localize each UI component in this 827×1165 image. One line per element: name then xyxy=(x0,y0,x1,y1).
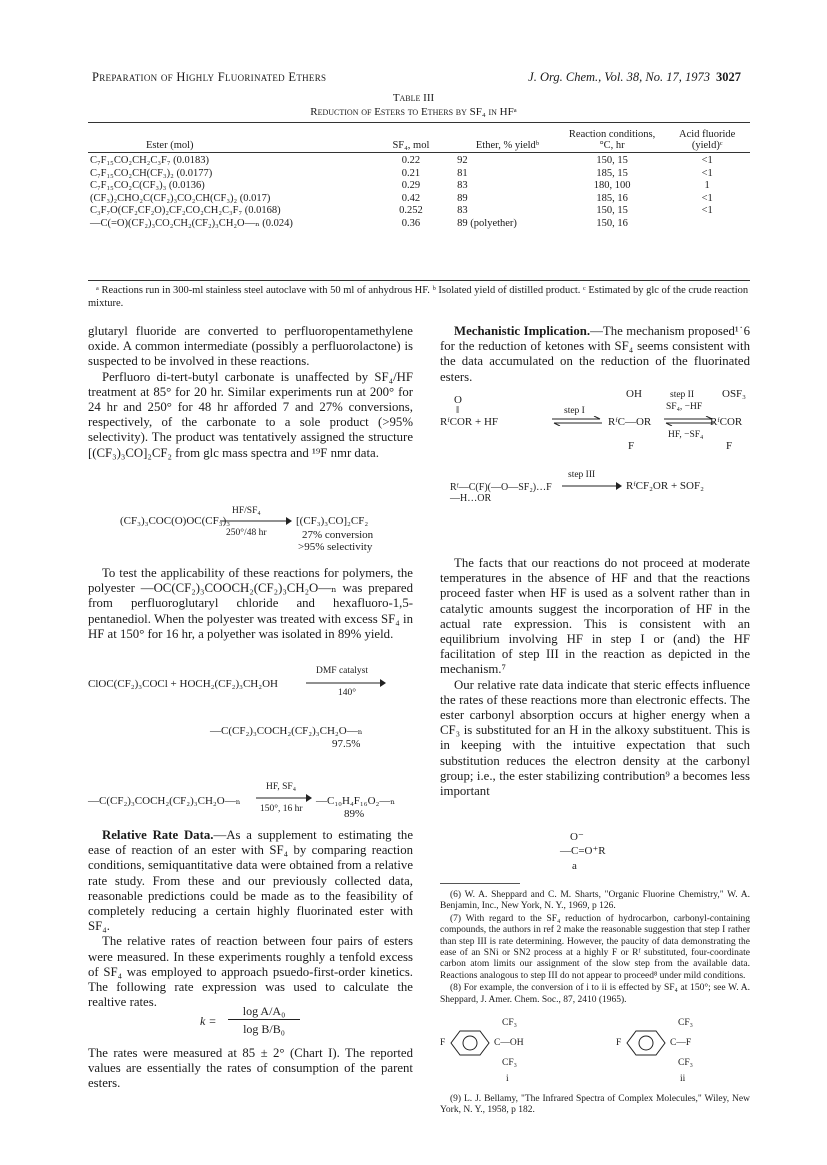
running-head-title: Preparation of Highly Fluorinated Ethers xyxy=(92,70,327,84)
cell-sf4: 0.36 xyxy=(401,217,421,229)
references-bottom xyxy=(440,1094,750,1118)
footnote-rule xyxy=(440,883,520,884)
cell-ether: 89 (polyether) xyxy=(457,217,517,229)
cf3-bottom: CF₃ xyxy=(678,1058,693,1068)
col-header-conditions: Reaction conditions, °C, hr xyxy=(568,129,656,151)
cell-acid-fluoride: <1 xyxy=(701,167,713,179)
benzene-ring-icon xyxy=(626,1030,666,1056)
eq-conditions: 250°/48 hr xyxy=(226,528,267,538)
cell-sf4: 0.252 xyxy=(399,205,423,216)
eq-product: —C(CF₂)₃COCH₂(CF₂)₃CH₂O—ₙ xyxy=(210,725,363,737)
col-header-acid-fluoride: Acid fluoride (yield)ᶜ xyxy=(679,129,736,151)
cell-acid-fluoride xyxy=(664,218,750,231)
reaction-arrow xyxy=(306,679,386,687)
cell-ether: 92 xyxy=(457,155,468,166)
cell-acid-fluoride: <1 xyxy=(701,192,713,204)
mech-product-ester: RᶠCOR xyxy=(710,416,743,428)
cell-conditions: 185, 16 xyxy=(596,192,628,204)
mech-step1: step I xyxy=(564,406,585,416)
table-row xyxy=(88,218,750,231)
equilibrium-arrow xyxy=(552,416,602,426)
table-top-rule xyxy=(88,122,750,123)
paragraph xyxy=(440,324,750,385)
table-row xyxy=(88,205,750,218)
equation-carbonate xyxy=(120,498,410,558)
cf3-bottom: CF₃ xyxy=(502,1058,517,1068)
label-i: i xyxy=(506,1074,509,1084)
table-row xyxy=(88,168,750,181)
cell-conditions: 180, 100 xyxy=(593,180,631,191)
paragraph: The relative rates of reaction between four pairs of esters were measured. In these experiments roughly a tenfold excess of SF₄ was employed to approach psuedo-first-order kinetics. The following rate expression was used to calculate the realtive rates. xyxy=(88,934,413,1010)
table-row xyxy=(88,155,750,168)
cell-conditions: 150, 15 xyxy=(596,155,628,166)
running-head-journal xyxy=(528,70,741,85)
cell-ether: 83 xyxy=(457,180,468,191)
eq-conversion: 27% conversion xyxy=(302,529,374,541)
cell-conditions: 150, 15 xyxy=(596,205,628,216)
eq-temperature: 140° xyxy=(338,688,357,698)
eq-product: [(CF₃)₃CO]₂CF₂ xyxy=(296,515,369,527)
cell-sf4: 0.22 xyxy=(401,155,421,166)
cell-sf4: 0.21 xyxy=(401,167,421,179)
cell-conditions: 185, 15 xyxy=(596,167,628,179)
paragraph-text: —As a supplement to estimating the ease of reaction of an ester with SF₄ by comparing reaction conditions, semiquantitative data were obtained from a relative rate study. From these and our previously collected data, reasonable predictions could be made as to the feasibility of completely reducing a certain highly fluorinated ester with SF₄. xyxy=(88,828,413,934)
paragraph: Perfluoro di-tert-butyl carbonate is unaffected by SF₄/HF treatment at 85° for 20 hr. Similar experiments run at 200° for 24 hr and 250° for 48 hr afforded 7 and 27% conversions, respectively, of the carbonate to a sole product (>95% selectivity). The product was tentatively assigned the structure [(CF₃)₃CO]₂CF₂ from glc mass spectra and ¹⁹F nmr data. xyxy=(88,369,413,460)
paragraph: The rates were measured at 85 ± 2° (Chart I). The reported values are essentially the rates of consumption of the parent esters. xyxy=(88,1046,413,1091)
paragraph: Our relative rate data indicate that steric effects influence the rates of these reactions more than electronic effects. The ester carbonyl absorption occurs at higher energy when a CF₃ is substituted for an H in the alkoxy substituent. This is in keeping with the intuitive expectation that such substitution reduces the electron density at the carbonyl group; i.e., the ester stabilizing contribution⁹ a becomes less important xyxy=(440,677,750,799)
journal-citation: J. Org. Chem., Vol. 38, No. 17, 1973 xyxy=(528,70,710,84)
structures-i-ii xyxy=(440,1018,750,1090)
mech-step2-reagent: SF₄, −HF xyxy=(666,402,703,412)
reference: (8) For example, the conversion of i to ii is effected by SF₄ at 150°; see W. A. Sheppard, J. Amer. Chem. Soc., 87, 2410 (1965). xyxy=(440,983,750,1005)
mech-reactant: RᶠCOR + HF xyxy=(440,416,499,428)
eq-reagent: DMF catalyst xyxy=(316,666,368,676)
references-top xyxy=(440,890,750,1007)
right-column-top xyxy=(440,324,750,385)
cell-ester: C₃F₇O(CF₂CF₂O)₂CF₂CO₂CH₂C₃F₇ (0.0168) xyxy=(90,205,281,216)
cell-acid-fluoride: <1 xyxy=(701,205,713,216)
section-heading: Mechanistic Implication. xyxy=(454,324,591,338)
mech-f2: F xyxy=(726,440,733,452)
eq-reactant: —C(CF₂)₃COCH₂(CF₂)₃CH₂O—ₙ xyxy=(88,795,241,807)
structure-a-formula: —C=O⁺R xyxy=(560,845,606,857)
col-header-sf4: SF₄, mol xyxy=(392,140,430,151)
mech-osf3: OSF₃ xyxy=(722,388,747,400)
table-row xyxy=(88,180,750,193)
label-ii: ii xyxy=(680,1074,686,1084)
cell-ester: (CF₃)₂CHO₂C(CF₂)₃CO₂CH(CF₃)₂ (0.017) xyxy=(90,192,271,204)
cell-sf4: 0.42 xyxy=(401,192,421,204)
left-column-polyester xyxy=(88,566,413,642)
rate-symbol: k = xyxy=(200,1014,217,1028)
transition-state: Rᶠ—C(F)(—O—SF₂)…F—H…OR xyxy=(450,482,552,504)
mech-step2-reverse: HF, −SF₄ xyxy=(668,430,704,440)
structure-a-label: a xyxy=(572,860,577,872)
group-i: C—OH xyxy=(494,1038,524,1048)
eq-reactants: ClOC(CF₂)₃COCl + HOCH₂(CF₂)₃CH₂OH xyxy=(88,678,278,690)
mech-step2: step II xyxy=(670,390,695,400)
cell-ester: C₇F₁₅CO₂C(CF₃)₃ (0.0136) xyxy=(90,180,205,191)
table-caption: Reduction of Esters to Ethers by SF₄ in HFᵃ xyxy=(310,106,517,118)
fluoro-sub: F xyxy=(616,1038,622,1048)
cell-ester: C₇F₁₅CO₂CH₂C₃F₇ (0.0183) xyxy=(90,155,209,166)
mech-step3: step III xyxy=(568,470,596,480)
cf3-top: CF₃ xyxy=(678,1018,693,1028)
right-column-discussion xyxy=(440,556,750,799)
cell-ether: 89 xyxy=(457,192,468,204)
reaction-arrow xyxy=(220,517,292,525)
table-bottom-rule xyxy=(88,280,750,281)
paragraph-text: —The mechanism proposed¹˙6 for the reduction of ketones with SF₄ seems consistent with the data accumulated on the reduction of the fluorinated esters. xyxy=(440,324,751,384)
mech-intermediate: RᶠC—OR xyxy=(608,416,652,428)
table-header-row xyxy=(88,128,750,153)
paragraph: The facts that our reactions do not proceed at moderate temperatures in the absence of HF and that the reactions proceed faster when HF is used as a solvent rather than in catalytic amounts suggest the incorporation of HF in the actual rate expression. This is consistent with an equilibrium involving HF in step I or (and) the HF facilitation of step III in the reaction as depicted in the mechanism.⁷ xyxy=(440,556,750,677)
eq-product: —C₁₀H₄F₁₆O₂—ₙ xyxy=(316,795,396,807)
paragraph: glutaryl fluoride are converted to perfluoropentamethylene oxide. A common intermediate (possibly a perfluorolactone) is suspected to be involved in these reactions. xyxy=(88,324,413,369)
cell-ester: —C(=O)(CF₂)₃CO₂CH₂(CF₂)₃CH₂O—ₙ (0.024) xyxy=(90,217,293,229)
eq-reactant: (CF₃)₃COC(O)OC(CF₃)₃ xyxy=(120,515,231,527)
left-column-rates xyxy=(88,828,413,1010)
rate-numerator: log A/A₀ xyxy=(228,1004,300,1020)
structure-a-top: O⁻ xyxy=(570,831,584,843)
double-bond: ‖ xyxy=(456,404,460,416)
cell-acid-fluoride: 1 xyxy=(704,180,710,191)
paragraph xyxy=(88,828,413,934)
paragraph: To test the applicability of these reactions for polymers, the polyester —OC(CF₂)₃COOCH₂(CF₂)₃CH₂O—ₙ was prepared from perfluoroglutaryl chloride and hexafluoro-1,5-pentanediol. When the polyester was treated with excess SF₄ in HF at 150° for 16 hr, a polyether was isolated in 89% yield. xyxy=(88,566,413,641)
table-row xyxy=(88,193,750,206)
reference: (6) W. A. Sheppard and C. M. Sharts, "Organic Fluorine Chemistry," W. A. Benjamin, Inc., New York, N. Y., 1969, p 126. xyxy=(440,890,750,912)
col-header-ester: Ester (mol) xyxy=(146,140,194,151)
rate-equation xyxy=(200,1004,320,1040)
cell-acid-fluoride: <1 xyxy=(701,155,713,166)
cell-sf4: 0.29 xyxy=(401,180,421,191)
group-ii: C—F xyxy=(670,1038,692,1048)
section-heading: Relative Rate Data. xyxy=(102,828,214,842)
mech-oh: OH xyxy=(626,388,642,400)
eq-selectivity: >95% selectivity xyxy=(298,541,373,553)
left-column-bottom xyxy=(88,1046,413,1092)
eq-conditions: 150°, 16 hr xyxy=(260,804,303,814)
mechanism-scheme xyxy=(440,384,750,554)
reference: (7) With regard to the SF₄ reduction of hydrocarbon, carbonyl-containing compounds, the authors in ref 2 make the reasonable suggestion that step I rather than step III is rate determining. However, the paucity of data demonstrating the ease of an SNi or SN2 process at a highly F or Rᶠ substituted, four-coordinate carbon atom limits our assignment of the slow step from the available data. Reactions analogous to step III do not appear to proceed⁸ under mild conditions. xyxy=(440,913,750,981)
table-footnote: ᵃ Reactions run in 300-ml stainless steel autoclave with 50 ml of anhydrous HF. ᵇ Isolated yield of distilled product. ᶜ Estimated by glc of the crude reaction mixture. xyxy=(88,285,749,309)
reference: (9) L. J. Bellamy, "The Infrared Spectra of Complex Molecules," Wiley, New York, N. Y., 1958, p 182. xyxy=(440,1094,750,1116)
cf3-top: CF₃ xyxy=(502,1018,517,1028)
page-number: 3027 xyxy=(716,70,741,84)
reaction-arrow xyxy=(562,482,622,490)
mech-final-product: RᶠCF₂OR + SOF₂ xyxy=(626,480,704,492)
rate-denominator: log B/B₀ xyxy=(243,1022,285,1036)
cell-ether: 81 xyxy=(457,167,468,179)
col-header-ether: Ether, % yieldᵇ xyxy=(475,140,540,151)
cell-ester: C₇F₁₅CO₂CH(CF₃)₂ (0.0177) xyxy=(90,167,213,179)
cell-conditions: 150, 16 xyxy=(596,217,628,229)
equilibrium-arrow xyxy=(664,416,714,426)
equation-polyether xyxy=(88,766,413,822)
eq-yield: 97.5% xyxy=(332,738,361,750)
table-iii xyxy=(88,128,750,230)
eq-yield: 89% xyxy=(344,808,365,820)
fluoro-sub: F xyxy=(440,1038,446,1048)
benzene-ring-icon xyxy=(450,1030,490,1056)
table-title: Table III xyxy=(392,92,435,104)
reaction-arrow xyxy=(256,794,312,802)
eq-reagent: HF/SF₄ xyxy=(232,506,261,516)
structure-a xyxy=(560,830,620,878)
eq-reagent: HF, SF₄ xyxy=(266,782,297,792)
equation-polyester xyxy=(88,664,413,768)
cell-ether: 83 xyxy=(457,205,468,216)
carbonyl-o: O xyxy=(454,394,462,406)
left-column-top xyxy=(88,324,413,461)
mech-f: F xyxy=(628,440,635,452)
